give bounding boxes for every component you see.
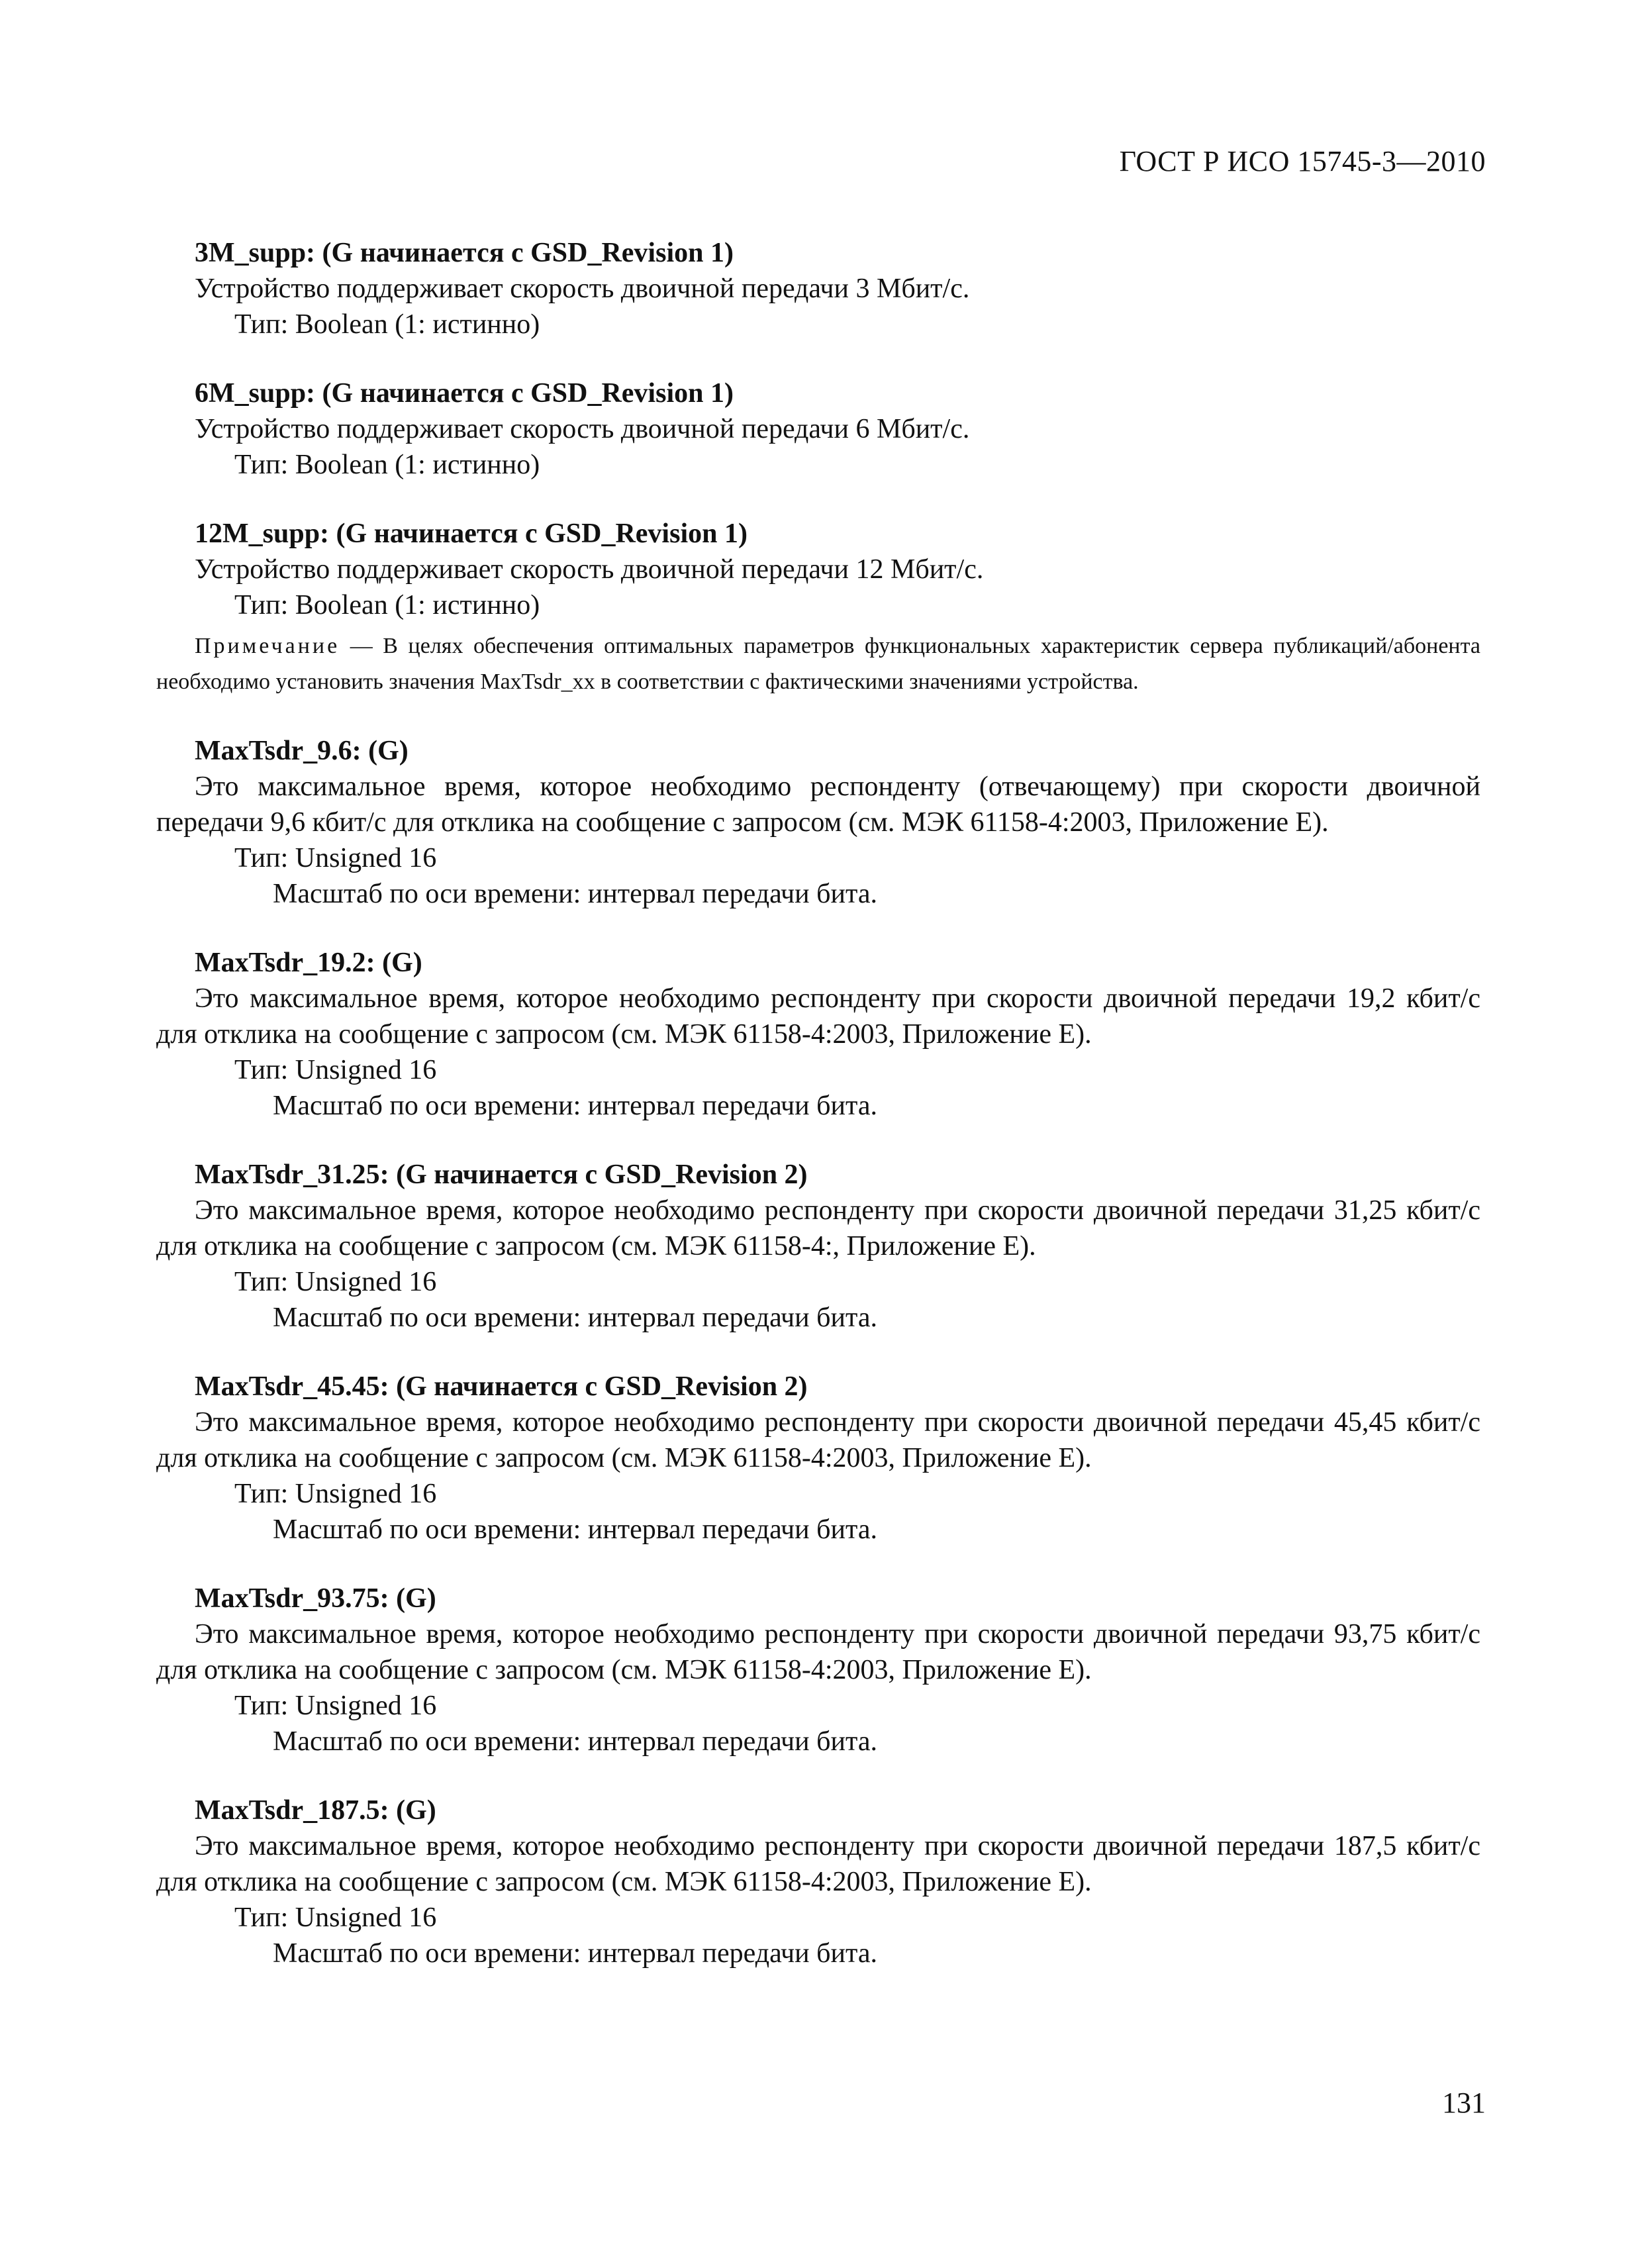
- entry-maxtsdr-9-6: [156, 733, 1480, 912]
- entry-type: Тип: Unsigned 16: [234, 1055, 437, 1085]
- entry-scale: Масштаб по оси времени: интервал передачи бита.: [273, 1938, 877, 1969]
- document-body: [156, 235, 1480, 2004]
- entry-scale: Масштаб по оси времени: интервал передачи бита.: [273, 1514, 877, 1545]
- entry-maxtsdr-187-5: [156, 1793, 1480, 1971]
- entry-heading: MaxTsdr_45.45: (G начинается с GSD_Revision 2): [195, 1371, 808, 1402]
- note-label: Примечание: [195, 634, 340, 658]
- entry-heading: MaxTsdr_93.75: (G): [195, 1583, 436, 1614]
- entry-type: Тип: Boolean (1: истинно): [234, 450, 540, 480]
- entry-heading: MaxTsdr_19.2: (G): [195, 948, 422, 978]
- page-number: 131: [1442, 2087, 1486, 2119]
- entry-3m-supp: [156, 235, 1480, 342]
- entry-scale: Масштаб по оси времени: интервал передачи бита.: [273, 879, 877, 909]
- entry-heading: MaxTsdr_31.25: (G начинается с GSD_Revision 2): [195, 1159, 808, 1190]
- entry-type: Тип: Unsigned 16: [234, 1267, 437, 1297]
- entry-heading: 3M_supp: (G начинается с GSD_Revision 1): [195, 238, 734, 268]
- entry-maxtsdr-93-75: [156, 1581, 1480, 1759]
- entry-description: Это максимальное время, которое необходимо респонденту при скорости двоичной передачи 93,75 кбит/с для отклика на сообщение с запросом (см. МЭК 61158-4:2003, Приложение Е).: [156, 1619, 1480, 1685]
- entry-description: Это максимальное время, которое необходимо респонденту при скорости двоичной передачи 31,25 кбит/с для отклика на сообщение с запросом (см. МЭК 61158-4:, Приложение Е).: [156, 1195, 1480, 1261]
- entry-description: Это максимальное время, которое необходимо респонденту при скорости двоичной передачи 45,45 кбит/с для отклика на сообщение с запросом (см. МЭК 61158-4:2003, Приложение Е).: [156, 1407, 1480, 1473]
- entry-type: Тип: Unsigned 16: [234, 1479, 437, 1509]
- entry-type: Тип: Boolean (1: истинно): [234, 309, 540, 340]
- entry-description: Это максимальное время, которое необходимо респонденту (отвечающему) при скорости двоичной передачи 9,6 кбит/с для отклика на сообщение с запросом (см. МЭК 61158-4:2003, Приложение Е).: [156, 771, 1480, 838]
- entry-scale: Масштаб по оси времени: интервал передачи бита.: [273, 1303, 877, 1333]
- note-paragraph: [156, 628, 1480, 700]
- entry-heading: 12M_supp: (G начинается с GSD_Revision 1): [195, 518, 748, 549]
- entry-type: Тип: Unsigned 16: [234, 843, 437, 873]
- entry-heading: MaxTsdr_9.6: (G): [195, 736, 409, 766]
- entry-description: Устройство поддерживает скорость двоичной передачи 6 Мбит/с.: [195, 414, 970, 444]
- entry-description: Устройство поддерживает скорость двоичной передачи 3 Мбит/с.: [195, 273, 970, 304]
- entry-6m-supp: [156, 375, 1480, 483]
- entry-maxtsdr-19-2: [156, 945, 1480, 1124]
- entry-description: Это максимальное время, которое необходимо респонденту при скорости двоичной передачи 19,2 кбит/с для отклика на сообщение с запросом (см. МЭК 61158-4:2003, Приложение Е).: [156, 983, 1480, 1050]
- entry-scale: Масштаб по оси времени: интервал передачи бита.: [273, 1091, 877, 1121]
- entry-description: Устройство поддерживает скорость двоичной передачи 12 Мбит/с.: [195, 554, 984, 585]
- entry-description: Это максимальное время, которое необходимо респонденту при скорости двоичной передачи 187,5 кбит/с для отклика на сообщение с запросом (см. МЭК 61158-4:2003, Приложение Е).: [156, 1831, 1480, 1897]
- document-header: ГОСТ Р ИСО 15745-3—2010: [1119, 145, 1486, 177]
- note-text: — В целях обеспечения оптимальных параметров функциональных характеристик сервера публикаций/абонента необходимо установить значения MaxTsdr_xx в соответствии с фактическими значениями устройства.: [156, 634, 1480, 694]
- entry-scale: Масштаб по оси времени: интервал передачи бита.: [273, 1726, 877, 1757]
- entry-type: Тип: Boolean (1: истинно): [234, 590, 540, 620]
- entry-maxtsdr-31-25: [156, 1157, 1480, 1336]
- entry-heading: MaxTsdr_187.5: (G): [195, 1795, 436, 1826]
- entry-12m-supp: [156, 516, 1480, 623]
- entry-heading: 6M_supp: (G начинается с GSD_Revision 1): [195, 378, 734, 409]
- entry-type: Тип: Unsigned 16: [234, 1691, 437, 1721]
- entry-type: Тип: Unsigned 16: [234, 1902, 437, 1933]
- entry-maxtsdr-45-45: [156, 1369, 1480, 1548]
